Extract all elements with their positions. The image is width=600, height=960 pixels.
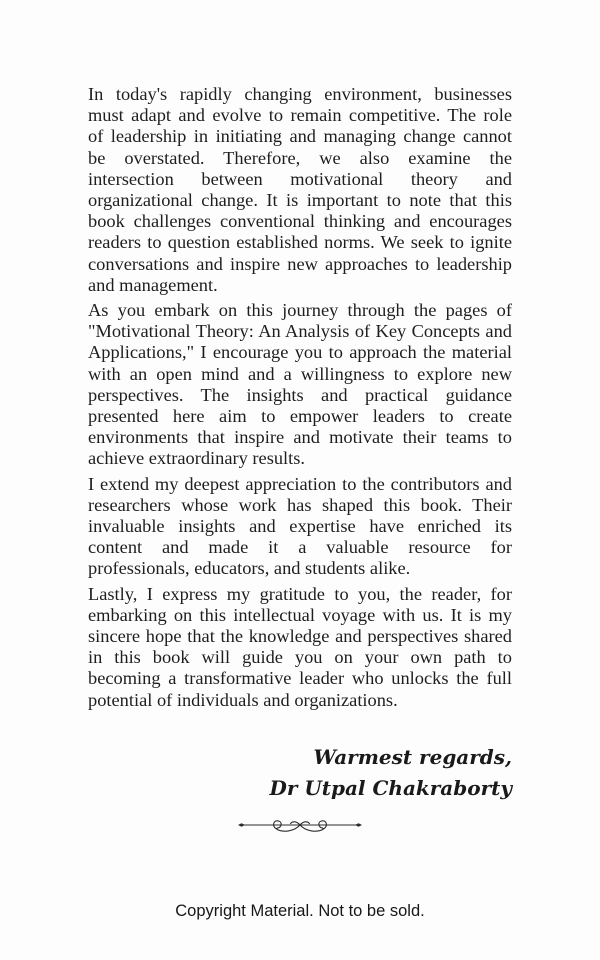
preface-text bbox=[88, 84, 512, 715]
paragraph bbox=[88, 584, 512, 711]
text-line: I extend my deepest appreciation to the contributors and bbox=[88, 473, 512, 494]
scroll-flourish-icon bbox=[237, 829, 363, 846]
text-line: be overstated. Therefore, we also examine the bbox=[88, 147, 512, 168]
text-line: conversations and inspire new approaches to leadership bbox=[88, 253, 512, 274]
text-line: embarking on this intellectual voyage with us. It is my bbox=[88, 604, 512, 625]
signature-block bbox=[269, 742, 512, 804]
text-line: with an open mind and a willingness to explore new bbox=[88, 363, 512, 384]
text-line: and management. bbox=[88, 274, 218, 295]
signature-author: Dr Utpal Chakraborty bbox=[269, 776, 512, 800]
text-line: achieve extraordinary results. bbox=[88, 448, 306, 469]
text-line: environments that inspire and motivate their teams to bbox=[88, 427, 512, 448]
text-line: Lastly, I express my gratitude to you, the reader, for bbox=[88, 583, 512, 604]
text-line: becoming a transformative leader who unlocks the full bbox=[88, 668, 512, 689]
text-line: in this book will guide you on your own path to bbox=[88, 647, 512, 668]
text-line: of leadership in initiating and managing change cannot bbox=[88, 126, 512, 147]
text-line: perspectives. The insights and practical guidance bbox=[88, 384, 512, 405]
text-line: As you embark on this journey through the pages of bbox=[88, 300, 512, 321]
text-line: invaluable insights and expertise have enriched its bbox=[88, 516, 512, 537]
text-line: content and made it a valuable resource for bbox=[88, 537, 512, 558]
text-line: organizational change. It is important to note that this bbox=[88, 190, 512, 211]
text-line: researchers whose work has shaped this book. Their bbox=[88, 494, 512, 515]
text-line: intersection between motivational theory and bbox=[88, 168, 512, 189]
text-line: professionals, educators, and students alike. bbox=[88, 558, 411, 579]
text-line: "Motivational Theory: An Analysis of Key Concepts and bbox=[88, 321, 512, 342]
text-line: potential of individuals and organizations. bbox=[88, 689, 398, 710]
text-line: presented here aim to empower leaders to create bbox=[88, 406, 512, 427]
signature-closing: Warmest regards, bbox=[313, 745, 512, 769]
text-line: must adapt and evolve to remain competitive. The role bbox=[88, 105, 512, 126]
text-line: book challenges conventional thinking and encourages bbox=[88, 211, 512, 232]
text-line: readers to question established norms. We seek to ignite bbox=[88, 232, 512, 253]
copyright-notice: Copyright Material. Not to be sold. bbox=[175, 902, 425, 920]
text-line: Applications," I encourage you to approach the material bbox=[88, 342, 512, 363]
paragraph bbox=[88, 84, 512, 296]
text-line: sincere hope that the knowledge and perspectives shared bbox=[88, 626, 512, 647]
text-line: In today's rapidly changing environment, businesses bbox=[88, 84, 512, 104]
paragraph bbox=[88, 474, 512, 580]
divider bbox=[0, 816, 600, 847]
paragraph bbox=[88, 300, 512, 470]
